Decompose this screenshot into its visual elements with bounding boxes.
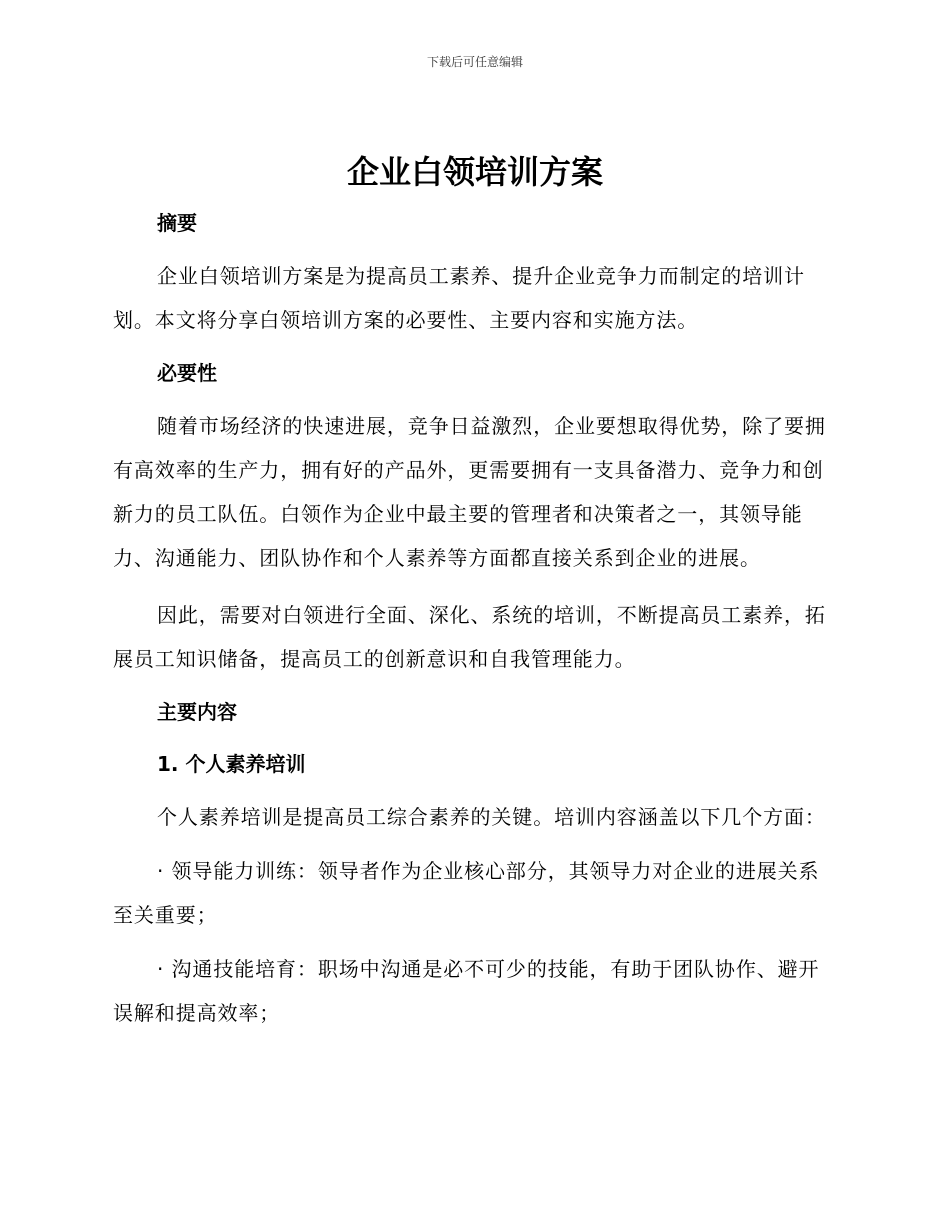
document-title: 企业白领培训方案 [346, 153, 603, 191]
personal-quality-intro: 个人素养培训是提高员工综合素养的关键。培训内容涵盖以下几个方面： [157, 805, 826, 829]
necessity-paragraph-1: 随着市场经济的快速进展，竞争日益激烈，企业要想取得优势，除了要拥有高效率的生产力，拥有好的产品外，更需要拥有一支具备潜力、竞争力和创新力的员工队伍。白领作为企业中最主要的管理者和决策者之一，其领导能力、沟通能力、团队协作和个人素养等方面都直接关系到企业的进展。 [113, 414, 826, 570]
abstract-paragraph: 企业白领培训方案是为提高员工素养、提升企业竞争力而制定的培训计划。本文将分享白领培训方案的必要性、主要内容和实施方法。 [113, 264, 805, 332]
bullet-leadership: · 领导能力训练：领导者作为企业核心部分，其领导力对企业的进展关系至关重要； [113, 859, 820, 927]
abstract-heading: 摘要 [157, 211, 197, 235]
main-content-heading: 主要内容 [157, 700, 237, 724]
necessity-heading: 必要性 [157, 361, 217, 385]
page-header: 下载后可任意编辑 [426, 55, 523, 69]
necessity-paragraph-2: 因此，需要对白领进行全面、深化、系统的培训，不断提高员工素养，拓展员工知识储备，提高员工的创新意识和自我管理能力。 [113, 603, 826, 671]
bullet-communication: · 沟通技能培育：职场中沟通是必不可少的技能，有助于团队协作、避开误解和提高效率； [113, 957, 820, 1025]
personal-quality-heading: 1. 个人素养培训 [157, 752, 306, 776]
document-body [113, 202, 833, 1035]
